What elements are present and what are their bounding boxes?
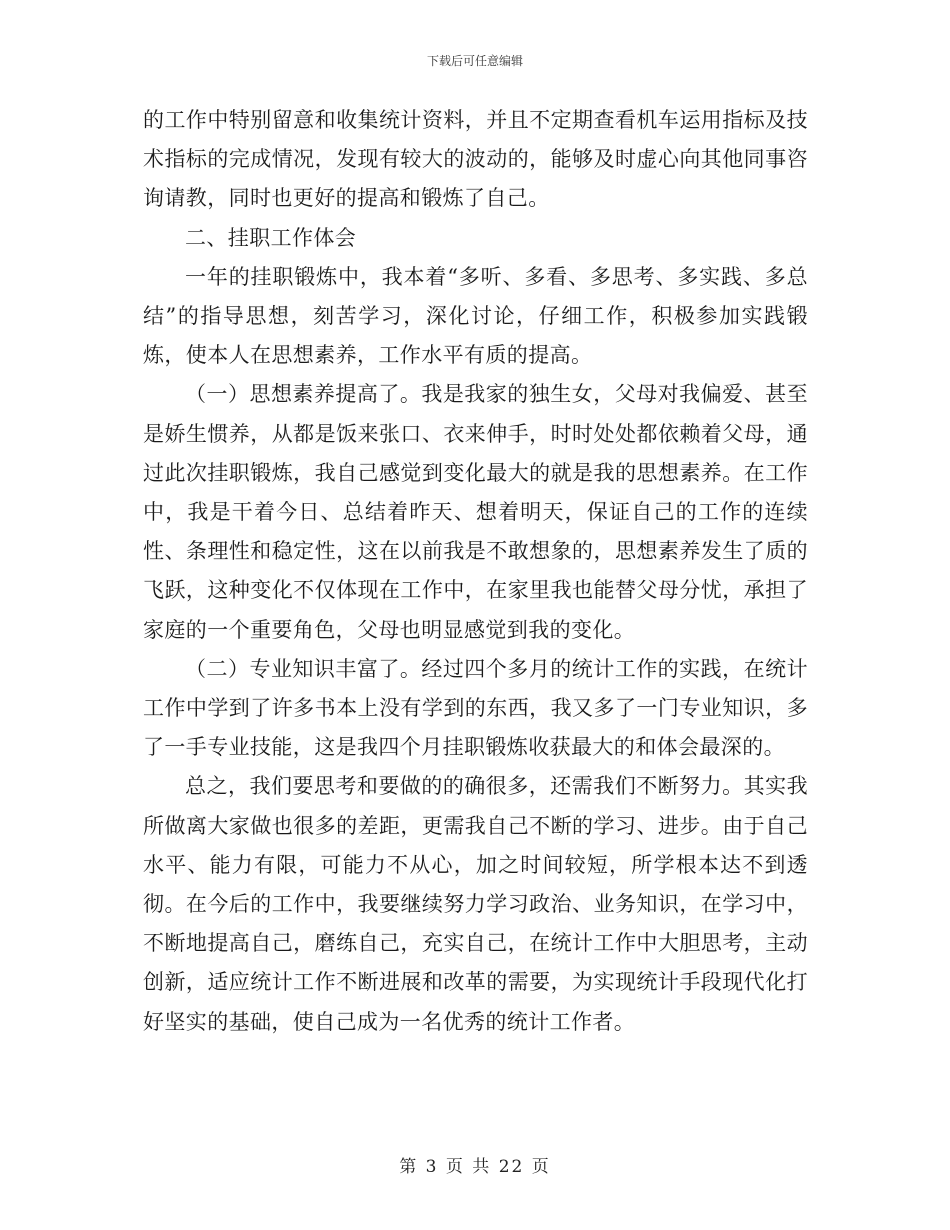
paragraph-knowledge: （二）专业知识丰富了。经过四个多月的统计工作的实践，在统计工作中学到了许多书本上没有学到的东西，我又多了一门专业知识，多了一手专业技能，这是我四个月挂职锻炼收获最大的和体会最深的。 [143, 656, 808, 760]
document-body [143, 101, 808, 1042]
paragraph-ideology: （一）思想素养提高了。我是我家的独生女，父母对我偏爱、甚至是娇生惯养，从都是饭来张口、衣来伸手，时时处处都依赖着父母，通过此次挂职锻炼，我自己感觉到变化最大的就是我的思想素养。在工作中，我是干着今日、总结着昨天、想着明天，保证自己的工作的连续性、条理性和稳定性，这在以前我是不敢想象的，思想素养发生了质的飞跃，这种变化不仅体现在工作中，在家里我也能替父母分忧，承担了家庭的一个重要角色，父母也明显感觉到我的变化。 [143, 382, 808, 642]
section-heading: 二、挂职工作体会 [185, 225, 357, 250]
page-header: 下载后可任意编辑 [426, 54, 523, 68]
paragraph-continuation: 的工作中特别留意和收集统计资料，并且不定期查看机车运用指标及技术指标的完成情况，发现有较大的波动的，能够及时虚心向其他同事咨询请教，同时也更好的提高和锻炼了自己。 [143, 108, 808, 211]
paragraph-summary: 总之，我们要思考和要做的的确很多，还需我们不断努力。其实我所做离大家做也很多的差距，更需我自己不断的学习、进步。由于自己水平、能力有限，可能力不从心，加之时间较短，所学根本达不到透彻。在今后的工作中，我要继续努力学习政治、业务知识，在学习中，不断地提高自己，磨练自己，充实自己，在统计工作中大胆思考，主动创新，适应统计工作不断进展和改革的需要，为实现统计手段现代化打好坚实的基础，使自己成为一名优秀的统计工作者。 [143, 774, 808, 1034]
paragraph-intro: 一年的挂职锻炼中，我本着“多听、多看、多思考、多实践、多总结”的指导思想，刻苦学习，深化讨论，仔细工作，积极参加实践锻炼，使本人在思想素养，工作水平有质的提高。 [143, 264, 808, 368]
page-number: 第 3 页 共 22 页 [399, 1157, 551, 1177]
